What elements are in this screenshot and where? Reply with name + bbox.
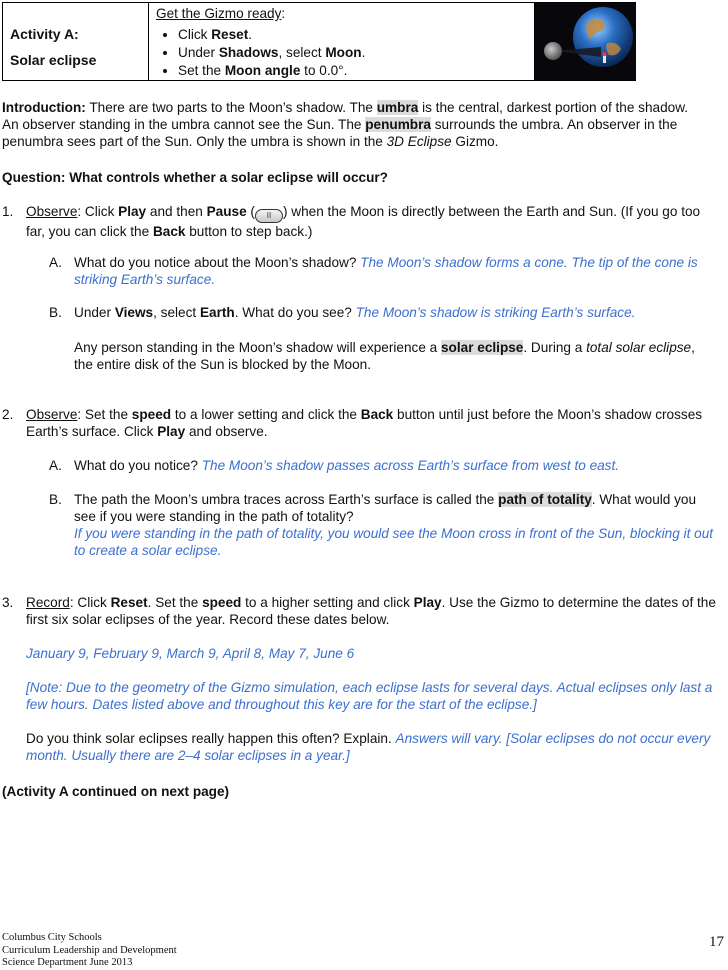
q2-number: 2. xyxy=(2,407,14,422)
q2-instructions: Observe: Set the speed to a lower setting and click the Back button until just before the Moon’s shadow crosses Earth’s surface. Click Play and observe. xyxy=(26,407,703,439)
q1a-letter: A. xyxy=(49,255,62,270)
q2b-letter: B. xyxy=(49,492,62,507)
q3-dates-answer: January 9, February 9, March 9, April 8, May 7, June 6 xyxy=(26,646,355,661)
q1b-text: Under Views, select Earth. What do you see? The Moon’s shadow is striking Earth’s surface. xyxy=(74,305,636,320)
q1a-answer: The Moon’s shadow forms a cone. The tip of the cone is striking Earth’s surface. xyxy=(74,255,698,287)
q3-number: 3. xyxy=(2,595,14,610)
q1b-answer: The Moon’s shadow is striking Earth’s surface. xyxy=(355,305,636,320)
eclipse-illustration xyxy=(535,3,636,80)
step-moon-angle: • Set the Moon angle to 0.0°. xyxy=(178,62,534,80)
page-footer xyxy=(2,932,177,970)
gizmo-ready-steps xyxy=(156,26,534,80)
q2a-letter: A. xyxy=(49,458,62,473)
q1-number: 1. xyxy=(2,204,14,219)
activity-header-box xyxy=(2,2,636,81)
page-number: 17 xyxy=(709,934,724,950)
q2b-text: The path the Moon’s umbra traces across Earth’s surface is called the path of totality. What would you see if you were standing in the path of totality? If you were standing in the path of totality, you would see the Moon cross in front of the Sun, blocking it out to create a solar eclipse. xyxy=(74,492,714,558)
step-shadows: • Under Shadows, select Moon. xyxy=(178,44,534,62)
earth-moon-icon xyxy=(535,3,636,80)
introduction-paragraph: Introduction: There are two parts to the Moon’s shadow. The umbra is the central, darkest portion of the shadow. An observer standing in the umbra cannot see the Sun. The penumbra surrounds the umbra. An observer in the penumbra sees part of the Sun. Only the umbra is shown in the 3D Eclipse Gizmo. xyxy=(2,100,689,149)
activity-title-cell xyxy=(3,3,149,80)
activity-topic: Solar eclipse xyxy=(10,52,97,68)
pause-button-icon: II xyxy=(255,209,283,223)
footer-school: Columbus City Schools xyxy=(2,932,102,943)
footer-department: Curriculum Leadership and Development xyxy=(2,944,177,956)
gizmo-ready-cell xyxy=(149,3,535,80)
q3-explain: Do you think solar eclipses really happen this often? Explain. Answers will vary. [Solar eclipses do not occur every month. Usually there are 2–4 solar eclipses in a year.] xyxy=(26,731,711,763)
continued-note: (Activity A continued on next page) xyxy=(2,784,230,799)
q1b-letter: B. xyxy=(49,305,62,320)
q3-explain-answer: Answers will vary. [Solar eclipses do not occur every month. Usually there are 2–4 solar eclipses in a year.] xyxy=(26,731,711,763)
solar-eclipse-note: Any person standing in the Moon’s shadow will experience a solar eclipse. During a total solar eclipse, the entire disk of the Sun is blocked by the Moon. xyxy=(74,340,695,372)
gizmo-ready-title: Get the Gizmo ready: xyxy=(156,6,286,21)
q3-geometry-note: [Note: Due to the geometry of the Gizmo simulation, each eclipse lasts for several days. Actual eclipses only last a few hours. Dates listed above and throughout this key are for the start of the eclipse.] xyxy=(26,680,713,712)
question-heading: Question: What controls whether a solar eclipse will occur? xyxy=(2,170,388,185)
q2a-text: What do you notice? The Moon’s shadow passes across Earth’s surface from west to east. xyxy=(74,458,620,473)
footer-date: Science Department June 2013 xyxy=(2,957,133,968)
q1-instructions: Observe: Click Play and then Pause ( II ) when the Moon is directly between the Earth and Sun. (If you go too far, you can click the Back button to step back.) xyxy=(26,204,701,239)
q3-instructions: Record: Click Reset. Set the speed to a higher setting and click Play. Use the Gizmo to determine the dates of the first six solar eclipses of the year. Record these dates below. xyxy=(26,595,716,627)
activity-label: Activity A: xyxy=(10,26,79,42)
q1a-text: What do you notice about the Moon’s shadow? The Moon’s shadow forms a cone. The tip of the cone is striking Earth’s surface. xyxy=(74,255,698,287)
q2b-answer: If you were standing in the path of totality, you would see the Moon cross in front of the Sun, blocking it out to create a solar eclipse. xyxy=(74,526,714,558)
step-reset: • Click Reset. xyxy=(178,26,534,44)
q2a-answer: The Moon’s shadow passes across Earth’s surface from west to east. xyxy=(201,458,620,473)
